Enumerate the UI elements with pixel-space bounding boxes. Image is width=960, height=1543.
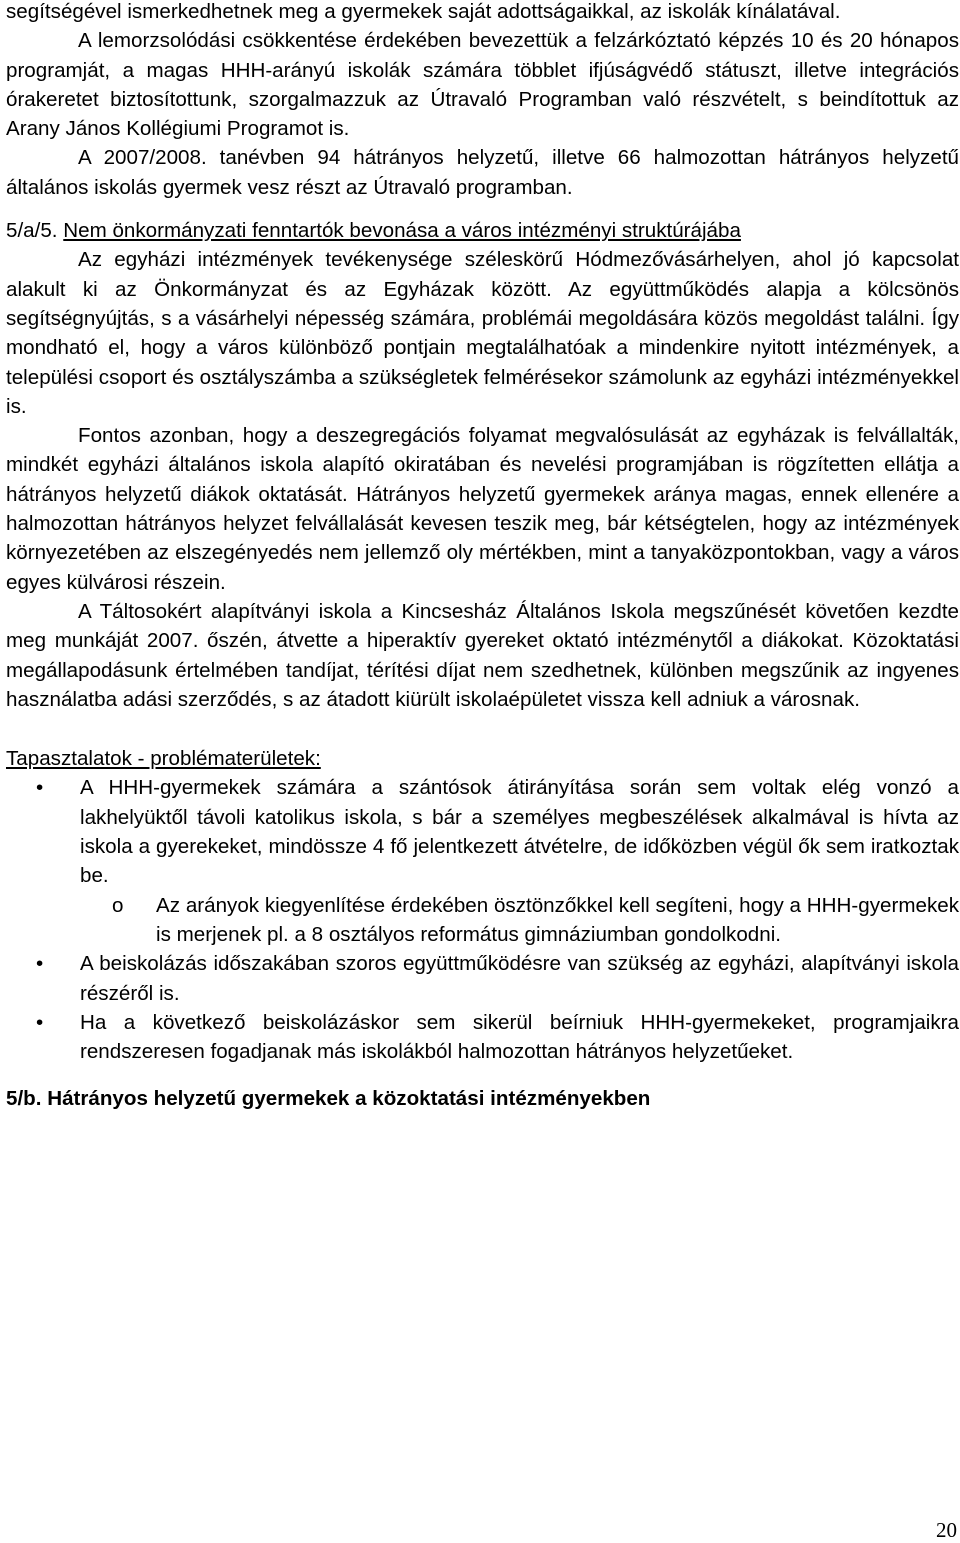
bullet-icon: • [36,776,44,800]
list-item-text: Ha a következő beiskolázáskor sem sikerül beírniuk HHH-gyermekeket, programjaikra rendszeresen fogadjanak más iskolákból halmozottan hátrányos helyzetűeket. [80,1010,959,1064]
paragraph: Az egyházi intézmények tevékenysége széleskörű Hódmezővásárhelyen, ahol jó kapcsolat alakult ki az Önkormányzat és az Egyházak között. Az együttműködés alapja a kölcsönös segítségnyújtás, s a vásárhelyi népesség számára, problémái megoldására közös megoldást találni. Így mondható el, hogy a város különböző pontjain megtalálhatóak a mindenkire nyitott intézmények, a települési csoport és osztályszámba a szükségletek felmérésekor számolunk az egyházi intézményekkel is. [6,248,959,418]
list-item-text: A HHH-gyermekek számára a szántósok átirányítása során sem voltak elég vonzó a lakhelyüktől távoli katolikus iskola, s bár a személyes megbeszélések alkalmával is hívta az iskola a gyerekeket, mindössze 4 fő jelentkezett átvételre, de időközben végül ők sem iratkoztak be. [80,776,959,888]
paragraph: segítségével ismerkedhetnek meg a gyermekek saját adottságaikkal, az iskolák kínálatával. [6,0,841,23]
page-number: 20 [936,1518,957,1542]
sub-list-item-text: Az arányok kiegyenlítése érdekében ösztönzőkkel kell segíteni, hogy a HHH-gyermekek is merjenek pl. a 8 osztályos református gimnáziumban gondolkodni. [156,893,959,946]
sub-list-item [80,891,959,950]
sub-list [80,891,959,950]
experiences-list [6,773,959,1066]
list-item [6,773,959,949]
list-item [6,949,959,1008]
paragraph: A 2007/2008. tanévben 94 hátrányos helyzetű, illetve 66 halmozottan hátrányos helyzetű általános iskolás gyermek vesz részt az Útravaló programban. [6,146,959,199]
paragraph: Fontos azonban, hogy a deszegregációs folyamat megvalósulását az egyházak is felvállalták, mindkét egyházi általános iskola alapító okiratában és nevelési programjában is rögzítetten ellátja a hátrányos helyzetű diákok oktatását. Hátrányos helyzetű gyermekek aránya magas, ennek ellenére a halmozottan hátrányos helyzet felvállalását kevesen teszik meg, bár kétségtelen, hogy az intézmények környezetében az elszegényedés nem jellemző oly mértékben, mint a tanyaközpontokban, vagy a város egyes külvárosi részein. [6,424,959,594]
bullet-icon: • [36,1010,44,1034]
section-title: Nem önkormányzati fenntartók bevonása a város intézményi struktúrájába [63,219,741,243]
sub-bullet-icon: o [112,893,124,917]
section-number: 5/a/5. [6,219,58,243]
paragraph: A Táltosokért alapítványi iskola a Kincsesház Általános Iskola megszűnését követően kezdte meg munkáját 2007. őszén, átvette a hiperaktív gyereket oktató intézménytől a diákokat. Közoktatási megállapodásunk értelmében tandíjat, térítési díjat nem szedhetnek, különben megszűnik az ingyenes használatba adási szerződés, s az átadott kiürült iskolaépületet vissza kell adniuk a városnak. [6,599,959,711]
experiences-heading-text: Tapasztalatok - problématerületek: [6,747,321,771]
section-5b-heading: 5/b. Hátrányos helyzetű gyermekek a közoktatási intézményekben [6,1087,651,1111]
list-item [6,1008,959,1067]
document-page [6,0,959,1114]
experiences-heading [6,744,959,773]
paragraph: A lemorzsolódási csökkentése érdekében bevezettük a felzárkóztató képzés 10 és 20 hónapos programját, a magas HHH-arányú iskolák számára többlet ifjúságvédő státuszt, illetve integrációs órakeretet biztosítottunk, szorgalmazzuk az Útravaló Programban való részvételt, s beindítottuk az Arany János Kollégiumi Programot is. [6,29,959,141]
bullet-icon: • [36,952,44,976]
list-item-text: A beiskolázás időszakában szoros együttműködésre van szükség az egyházi, alapítványi iskola részéről is. [80,952,959,1005]
section-5a5-title-line [6,216,959,245]
